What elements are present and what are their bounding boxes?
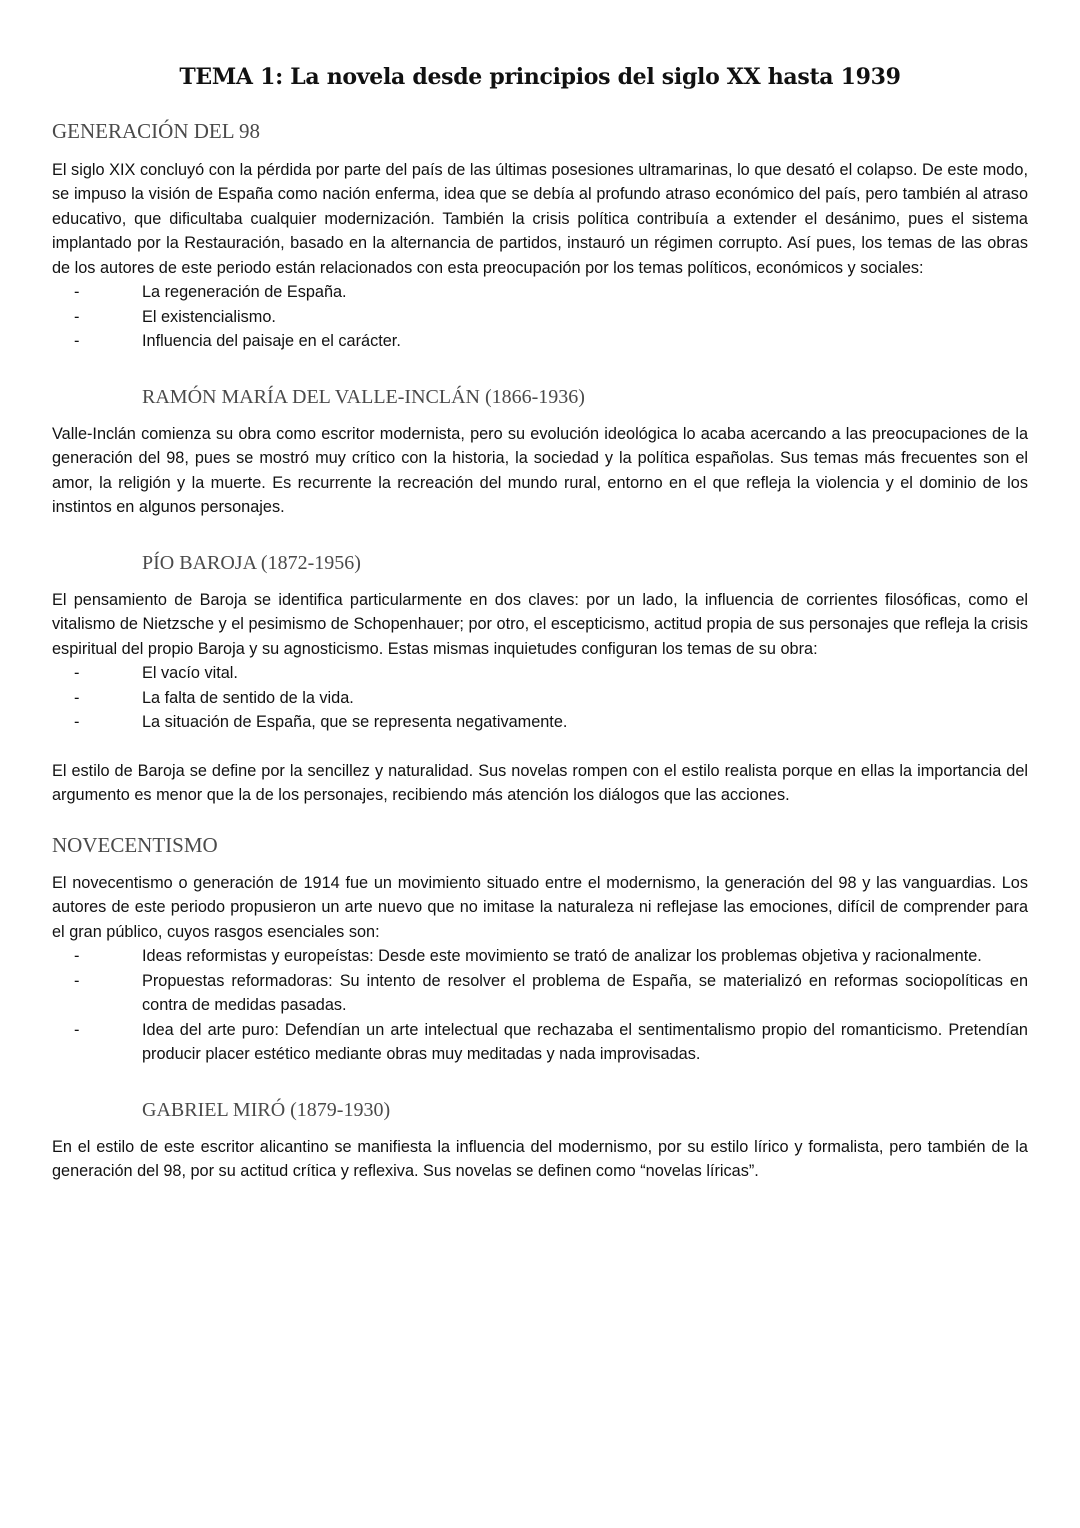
paragraph-pio-baroja: El pensamiento de Baroja se identifica particularmente en dos claves: por un lado, la influencia de corrientes filosóficas, como el vitalismo de Nietzsche y el pesimismo de Schopenhauer; por otro, el escepticismo, actitud propia de sus personajes que refleja la crisis espiritual del propio Baroja y su agnosticismo. Estas mismas inquietudes configuran los temas de su obra: [52,590,1028,658]
bullet-dash: - [74,971,80,990]
list-item-text: Influencia del paisaje en el carácter. [142,332,401,351]
list-item-text: Idea del arte puro: Defendían un arte intelectual que rechazaba el sentimentalismo propio del romanticismo. Pretendían producir placer estético mediante obras muy meditadas y nada improvisadas. [142,1020,1028,1064]
paragraph-novecentismo: El novecentismo o generación de 1914 fue un movimiento situado entre el modernismo, la generación del 98 y las vanguardias. Los autores de este periodo propusieron un arte nuevo que no imitase la naturaleza ni reflejase las emociones, difícil de comprender para el gran público, cuyos rasgos esenciales son: [52,873,1028,941]
document-title: TEMA 1: La novela desde principios del siglo XX hasta 1939 [179,64,901,90]
list-item-text: El existencialismo. [142,307,276,326]
list-baroja-themes [52,661,1028,735]
list-item [52,329,1028,354]
list-item [52,1018,1028,1067]
bullet-dash: - [74,332,80,351]
list-item-text: Propuestas reformadoras: Su intento de resolver el problema de España, se materializó en reformas sociopolíticas en contra de medidas pasadas. [142,971,1028,1015]
list-item [52,969,1028,1018]
paragraph-gabriel-miro: En el estilo de este escritor alicantino se manifiesta la influencia del modernismo, por su estilo lírico y formalista, pero también de la generación del 98, por su actitud crítica y reflexiva. Sus novelas se definen como “novelas líricas”. [52,1137,1028,1181]
list-item [52,305,1028,330]
list-item [52,280,1028,305]
subsection-heading-valle-inclan: RAMÓN MARÍA DEL VALLE-INCLÁN (1866-1936) [142,385,585,408]
paragraph-generacion-98: El siglo XIX concluyó con la pérdida por parte del país de las últimas posesiones ultramarinas, lo que desató el colapso. De este modo, se impuso la visión de España como nación enferma, idea que se debía al profundo atraso económico del país, pero también al atraso educativo, que dificultaba cualquier modernización. También la crisis política contribuía a extender el desánimo, pues el sistema implantado por la Restauración, basado en la alternancia de partidos, instauró un régimen corrupto. Así pues, los temas de las obras de los autores de este periodo están relacionados con esta preocupación por los temas políticos, económicos y sociales: [52,160,1028,277]
subsection-heading-gabriel-miro: GABRIEL MIRÓ (1879-1930) [142,1098,391,1121]
list-novecentismo-features [52,944,1028,1067]
list-item-text: El vacío vital. [142,664,238,683]
bullet-dash: - [74,713,80,732]
list-item-text: La falta de sentido de la vida. [142,688,354,707]
bullet-dash: - [74,283,80,302]
list-item [52,686,1028,711]
list-item-text: Ideas reformistas y europeístas: Desde este movimiento se trató de analizar los problemas objetiva y racionalmente. [142,947,982,966]
section-heading-novecentismo: NOVECENTISMO [52,832,218,857]
bullet-dash: - [74,688,80,707]
paragraph-valle-inclan: Valle-Inclán comienza su obra como escritor modernista, pero su evolución ideológica lo acaba acercando a las preocupaciones de la generación del 98, pues se mostró muy crítico con la historia, la sociedad y la política españolas. Sus temas más frecuentes son el amor, la religión y la muerte. Es recurrente la recreación del mundo rural, entorno en el que refleja la violencia y el dominio de los instintos en algunos personajes. [52,424,1028,517]
subsection-heading-pio-baroja: PÍO BAROJA (1872-1956) [142,551,361,574]
list-item [52,944,1028,969]
bullet-dash: - [74,307,80,326]
list-item [52,661,1028,686]
list-item [52,710,1028,735]
list-item-text: La regeneración de España. [142,283,347,302]
bullet-dash: - [74,947,80,966]
list-item-text: La situación de España, que se representa negativamente. [142,713,568,732]
list-generacion-98-themes [52,280,1028,354]
bullet-dash: - [74,1020,80,1039]
paragraph-baroja-style: El estilo de Baroja se define por la sencillez y naturalidad. Sus novelas rompen con el estilo realista porque en ellas la importancia del argumento es menor que la de los personajes, recibiendo más atención los diálogos que las acciones. [52,761,1028,805]
section-heading-generacion-98: GENERACIÓN DEL 98 [52,119,261,144]
bullet-dash: - [74,664,80,683]
